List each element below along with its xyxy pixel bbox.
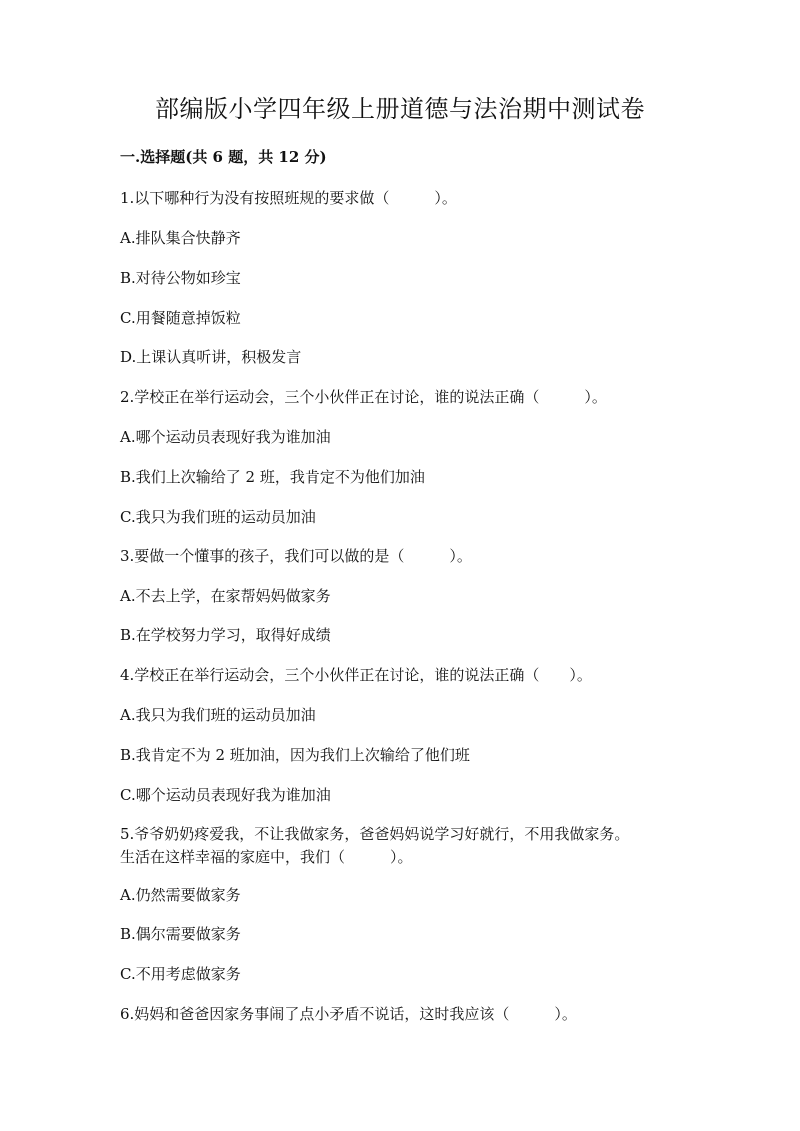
question-2-option-a: A.哪个运动员表现好我为谁加油 (120, 428, 331, 446)
question-1-option-b: B.对待公物如珍宝 (120, 269, 241, 287)
question-5-stem: 5.爷爷奶奶疼爱我，不让我做家务，爸爸妈妈说学习好就行，不用我做家务。 (120, 825, 630, 843)
section-heading: 一.选择题(共 6 题，共 12 分) (120, 148, 327, 166)
question-3-option-a: A.不去上学，在家帮妈妈做家务 (120, 587, 331, 605)
question-4-stem: 4.学校正在举行运动会，三个小伙伴正在讨论，谁的说法正确（ ）。 (120, 666, 592, 684)
question-1-stem: 1.以下哪种行为没有按照班规的要求做（ ）。 (120, 189, 457, 207)
question-5-option-c: C.不用考虑做家务 (120, 965, 241, 983)
question-5-option-b: B.偶尔需要做家务 (120, 925, 241, 943)
question-4-option-a: A.我只为我们班的运动员加油 (120, 706, 316, 724)
question-3-option-b: B.在学校努力学习，取得好成绩 (120, 626, 331, 644)
question-1-option-d: D.上课认真听讲，积极发言 (120, 348, 302, 366)
question-2-stem: 2.学校正在举行运动会，三个小伙伴正在讨论，谁的说法正确（ ）。 (120, 388, 607, 406)
question-1-option-c: C.用餐随意掉饭粒 (120, 309, 241, 327)
question-2-option-c: C.我只为我们班的运动员加油 (120, 508, 316, 526)
question-5-stem-line2: 生活在这样幸福的家庭中，我们（ ）。 (120, 848, 413, 866)
question-2-option-b: B.我们上次输给了 2 班，我肯定不为他们加油 (120, 468, 425, 486)
question-5-option-a: A.仍然需要做家务 (120, 886, 241, 904)
question-1-option-a: A.排队集合快静齐 (120, 229, 241, 247)
question-4-option-b: B.我肯定不为 2 班加油，因为我们上次输给了他们班 (120, 746, 470, 764)
question-3-stem: 3.要做一个懂事的孩子，我们可以做的是（ ）。 (120, 547, 472, 565)
page-title: 部编版小学四年级上册道德与法治期中测试卷 (155, 95, 645, 123)
question-4-option-c: C.哪个运动员表现好我为谁加油 (120, 786, 331, 804)
question-6-stem: 6.妈妈和爸爸因家务事闹了点小矛盾不说话，这时我应该（ ）。 (120, 1005, 577, 1023)
